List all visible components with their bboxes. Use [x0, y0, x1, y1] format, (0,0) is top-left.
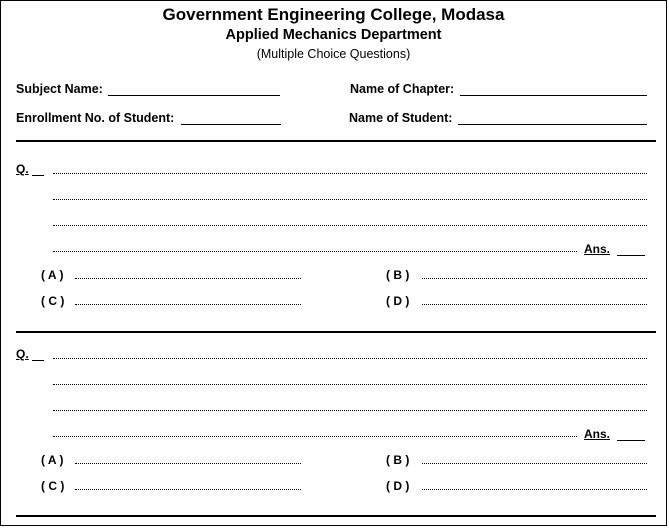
option-c-line[interactable]: [75, 304, 301, 305]
student-name-label: Name of Student:: [349, 111, 453, 125]
college-title: Government Engineering College, Modasa: [162, 5, 505, 24]
answer-label: Ans.: [584, 242, 611, 256]
sheet-subtitle: (Multiple Choice Questions): [256, 47, 411, 61]
option-c-line[interactable]: [75, 489, 301, 490]
answer-blank[interactable]: [617, 255, 645, 256]
section-divider: [16, 140, 656, 142]
question-line[interactable]: [53, 384, 647, 385]
option-d-line[interactable]: [422, 489, 647, 490]
student-name-field[interactable]: [458, 124, 647, 125]
answer-blank[interactable]: [617, 440, 645, 441]
question-number-blank[interactable]: [32, 175, 44, 176]
option-a-line[interactable]: [75, 463, 301, 464]
option-d-label: ( D ): [386, 479, 410, 493]
option-a-line[interactable]: [75, 278, 301, 279]
department-title: Applied Mechanics Department: [225, 27, 442, 43]
question-line[interactable]: [53, 251, 577, 252]
option-b-label: ( B ): [386, 453, 410, 467]
option-b-line[interactable]: [422, 463, 647, 464]
question-number-blank[interactable]: [32, 360, 44, 361]
question-line[interactable]: [53, 410, 647, 411]
option-a-label: ( A ): [41, 453, 64, 467]
question-divider: [16, 331, 656, 333]
question-line[interactable]: [53, 225, 647, 226]
subject-name-field[interactable]: [108, 95, 280, 96]
subject-name-label: Subject Name:: [16, 82, 103, 96]
question-line[interactable]: [53, 436, 577, 437]
option-d-label: ( D ): [386, 294, 410, 308]
question-divider: [16, 515, 656, 517]
question-label: Q.: [16, 162, 29, 176]
question-line[interactable]: [53, 358, 647, 359]
enrollment-no-field[interactable]: [181, 124, 281, 125]
chapter-name-label: Name of Chapter:: [350, 82, 455, 96]
question-label: Q.: [16, 347, 29, 361]
option-b-line[interactable]: [422, 278, 647, 279]
question-line[interactable]: [53, 173, 647, 174]
option-b-label: ( B ): [386, 268, 410, 282]
option-a-label: ( A ): [41, 268, 64, 282]
option-d-line[interactable]: [422, 304, 647, 305]
option-c-label: ( C ): [41, 294, 65, 308]
enrollment-no-label: Enrollment No. of Student:: [16, 111, 175, 125]
option-c-label: ( C ): [41, 479, 65, 493]
answer-label: Ans.: [584, 427, 611, 441]
chapter-name-field[interactable]: [460, 95, 647, 96]
question-line[interactable]: [53, 199, 647, 200]
